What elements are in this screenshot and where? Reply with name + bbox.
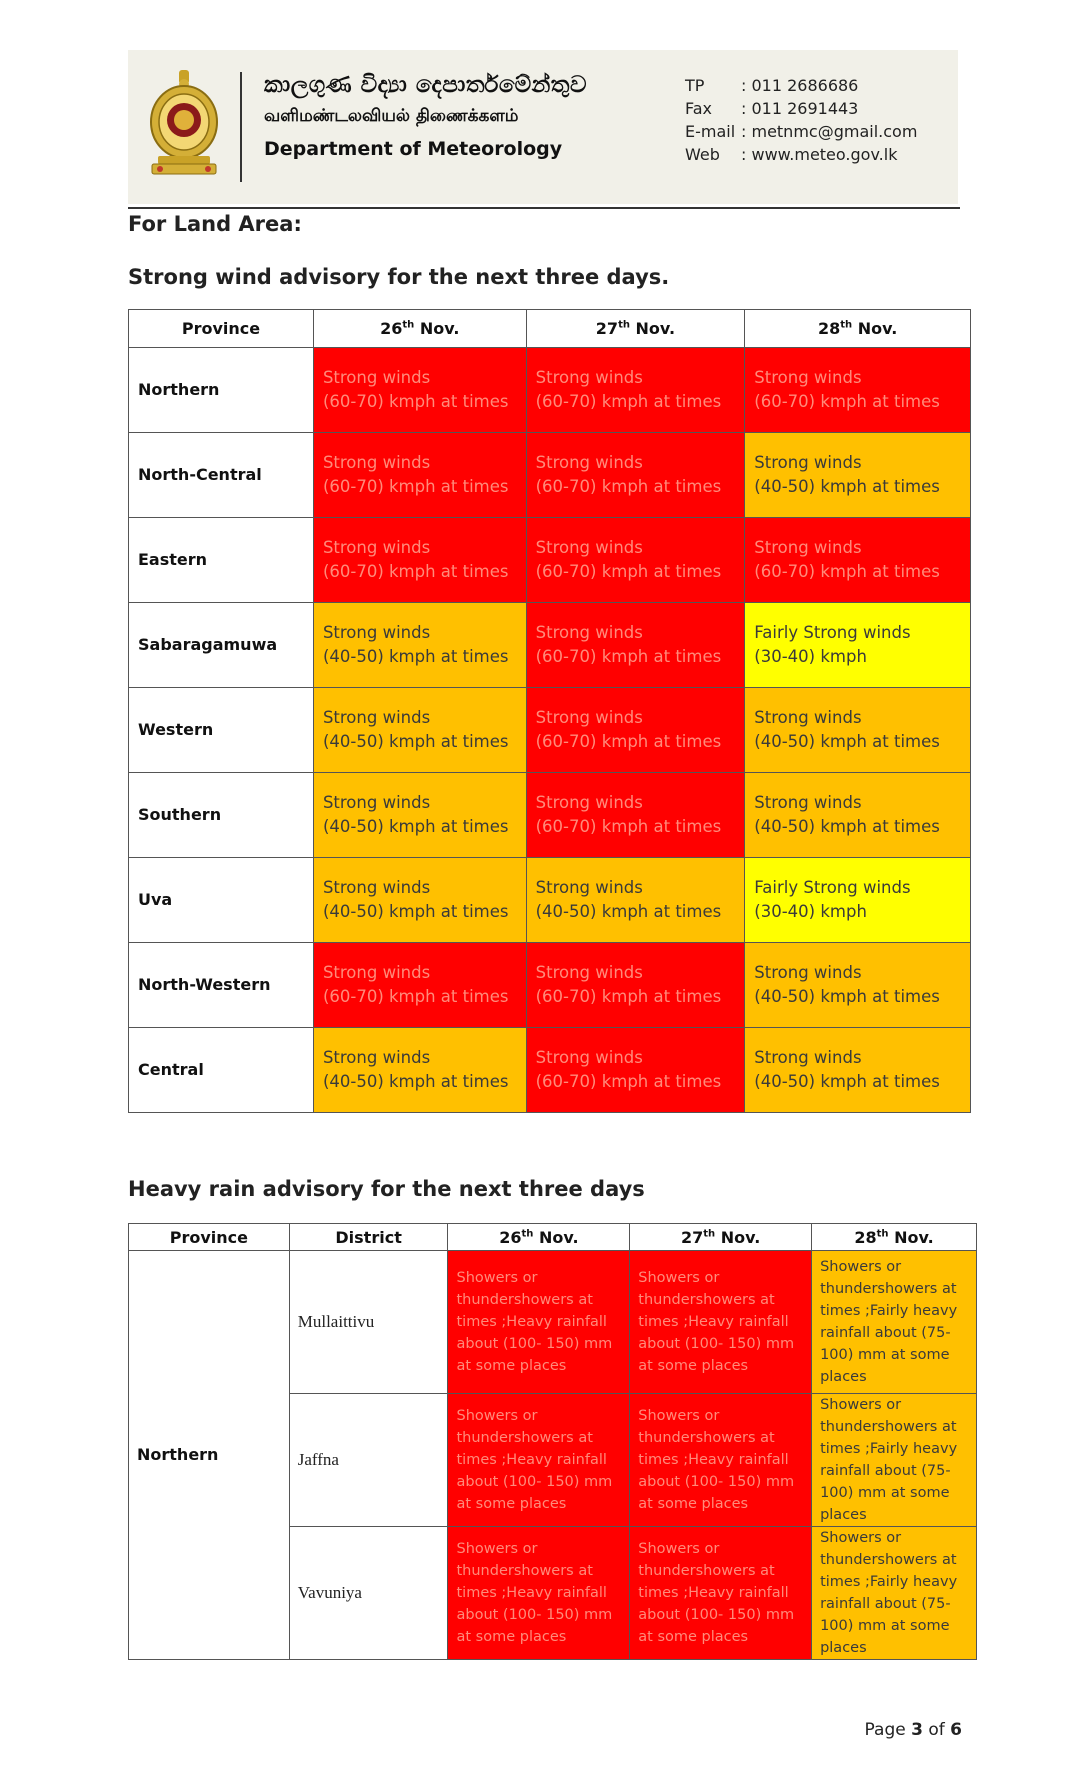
province-name: Western xyxy=(129,688,314,773)
wind-row xyxy=(129,858,971,943)
letterhead xyxy=(128,50,958,204)
contact-label: Fax xyxy=(685,99,713,118)
day-month: Nov. xyxy=(533,1227,579,1247)
wind-speed-line: (60-70) kmph at times xyxy=(754,562,940,581)
wind-speed-line: (60-70) kmph at times xyxy=(535,987,722,1006)
wind-advisory-title: Strong wind advisory for the next three days. xyxy=(128,265,670,289)
province-name: Central xyxy=(129,1028,314,1113)
wind-speed-line: (60-70) kmph at times xyxy=(322,477,509,496)
day-number: 27 xyxy=(681,1227,704,1247)
wind-advisory-cell xyxy=(313,433,526,518)
rain-advisory-cell: Showers or thundershowers at times ;Fairly heavy rainfall about (75-100) mm at some places xyxy=(812,1527,977,1660)
contact-value: : 011 2691443 xyxy=(741,99,859,118)
wind-advisory-cell xyxy=(526,943,745,1028)
wind-advisory-cell xyxy=(313,603,526,688)
wind-speed-line: (40-50) kmph at times xyxy=(322,1072,509,1091)
day-month: Nov. xyxy=(414,319,460,338)
header-day-1 xyxy=(313,310,526,348)
wind-advisory-cell xyxy=(526,518,745,603)
wind-advisory-cell xyxy=(313,1028,526,1113)
wind-advisory-line: Strong winds xyxy=(535,793,643,812)
wind-speed-line: (40-50) kmph at times xyxy=(754,732,940,751)
day-suffix: th xyxy=(402,319,415,331)
wind-speed-line: (60-70) kmph at times xyxy=(322,562,509,581)
header-district: District xyxy=(289,1224,448,1251)
wind-advisory-cell xyxy=(745,433,971,518)
day-month: Nov. xyxy=(888,1227,934,1247)
rain-advisory-cell: Showers or thundershowers at times ;Fairly heavy rainfall about (75-100) mm at some places xyxy=(812,1251,977,1394)
wind-advisory-line: Strong winds xyxy=(754,1048,862,1067)
page-current: 3 xyxy=(911,1720,923,1740)
day-suffix: th xyxy=(876,1228,889,1240)
contact-label: E-mail xyxy=(685,122,736,141)
province-name: Northern xyxy=(129,1251,290,1660)
contact-label: TP xyxy=(685,76,705,95)
wind-row xyxy=(129,1028,971,1113)
wind-speed-line: (60-70) kmph at times xyxy=(535,562,722,581)
wind-speed-line: (40-50) kmph at times xyxy=(754,1072,940,1091)
wind-speed-line: (30-40) kmph xyxy=(754,902,867,921)
rain-row xyxy=(129,1251,977,1394)
wind-advisory-cell xyxy=(745,858,971,943)
wind-advisory-line: Strong winds xyxy=(754,793,862,812)
wind-speed-line: (60-70) kmph at times xyxy=(535,732,722,751)
header-province: Province xyxy=(129,310,314,348)
wind-row xyxy=(129,603,971,688)
header-day-3 xyxy=(745,310,971,348)
page-prefix: Page xyxy=(864,1720,912,1740)
district-name: Mullaittivu xyxy=(289,1251,448,1394)
day-month: Nov. xyxy=(715,1227,761,1247)
wind-speed-line: (40-50) kmph at times xyxy=(535,902,722,921)
wind-speed-line: (60-70) kmph at times xyxy=(535,1072,722,1091)
province-name: Sabaragamuwa xyxy=(129,603,314,688)
wind-speed-line: (40-50) kmph at times xyxy=(322,732,509,751)
day-number: 26 xyxy=(380,319,403,338)
wind-advisory-line: Fairly Strong winds xyxy=(754,878,911,897)
wind-advisory-line: Strong winds xyxy=(754,708,862,727)
wind-advisory-cell xyxy=(526,773,745,858)
header-rule xyxy=(128,207,960,209)
wind-advisory-cell xyxy=(745,773,971,858)
rain-advisory-cell: Showers or thundershowers at times ;Heavy rainfall about (100- 150) mm at some places xyxy=(630,1527,812,1660)
province-name: Uva xyxy=(129,858,314,943)
wind-advisory-line: Strong winds xyxy=(322,368,431,387)
rain-advisory-cell: Showers or thundershowers at times ;Heavy rainfall about (100- 150) mm at some places xyxy=(630,1394,812,1527)
wind-row xyxy=(129,348,971,433)
day-number: 27 xyxy=(595,319,619,338)
wind-speed-line: (60-70) kmph at times xyxy=(535,477,722,496)
day-suffix: th xyxy=(840,319,853,331)
header-day-3 xyxy=(812,1224,977,1251)
province-name: North-Central xyxy=(129,433,314,518)
wind-advisory-line: Strong winds xyxy=(322,878,431,897)
rain-header-row xyxy=(129,1224,977,1251)
sri-lanka-emblem-icon xyxy=(148,70,220,182)
day-suffix: th xyxy=(521,1228,534,1240)
wind-speed-line: (60-70) kmph at times xyxy=(535,392,722,411)
wind-advisory-line: Strong winds xyxy=(322,453,431,472)
wind-speed-line: (60-70) kmph at times xyxy=(322,987,509,1006)
wind-advisory-cell xyxy=(313,858,526,943)
page-number xyxy=(865,1720,962,1740)
wind-speed-line: (60-70) kmph at times xyxy=(535,817,722,836)
wind-speed-line: (40-50) kmph at times xyxy=(754,477,940,496)
header-divider xyxy=(240,72,242,182)
wind-advisory-line: Strong winds xyxy=(535,538,643,557)
wind-header-row xyxy=(129,310,971,348)
header-day-2 xyxy=(526,310,745,348)
wind-advisory-cell xyxy=(745,348,971,433)
wind-advisory-cell xyxy=(313,943,526,1028)
wind-advisory-line: Strong winds xyxy=(535,963,643,982)
day-number: 28 xyxy=(817,319,841,338)
land-area-title: For Land Area: xyxy=(128,212,302,236)
wind-advisory-line: Strong winds xyxy=(322,1048,431,1067)
rain-advisory-cell: Showers or thundershowers at times ;Heavy rainfall about (100- 150) mm at some places xyxy=(448,1527,630,1660)
wind-row xyxy=(129,518,971,603)
rain-advisory-cell: Showers or thundershowers at times ;Heavy rainfall about (100- 150) mm at some places xyxy=(630,1251,812,1394)
rain-advisory-cell: Showers or thundershowers at times ;Heavy rainfall about (100- 150) mm at some places xyxy=(448,1251,630,1394)
wind-table-body xyxy=(129,348,971,1113)
wind-row xyxy=(129,773,971,858)
wind-advisory-cell xyxy=(526,433,745,518)
wind-row xyxy=(129,688,971,773)
province-name: North-Western xyxy=(129,943,314,1028)
header-day-1 xyxy=(448,1224,630,1251)
wind-advisory-line: Strong winds xyxy=(535,1048,643,1067)
day-number: 28 xyxy=(854,1227,877,1247)
wind-advisory-line: Strong winds xyxy=(535,368,643,387)
sinhala-name: කාලගුණ විද්‍යා දෙපාර්තමේන්තුව xyxy=(264,72,587,98)
wind-advisory-cell xyxy=(526,858,745,943)
rain-table-body xyxy=(129,1251,977,1660)
wind-speed-line: (30-40) kmph xyxy=(754,647,867,666)
wind-advisory-cell xyxy=(313,518,526,603)
wind-advisory-line: Strong winds xyxy=(322,708,431,727)
wind-advisory-cell xyxy=(526,348,745,433)
contact-value: : 011 2686686 xyxy=(741,76,859,95)
english-name: Department of Meteorology xyxy=(264,138,563,160)
wind-advisory-cell xyxy=(745,943,971,1028)
contact-label: Web xyxy=(685,145,720,164)
contact-web: : www.meteo.gov.lk xyxy=(741,145,898,164)
wind-advisory-line: Strong winds xyxy=(535,623,643,642)
header-province: Province xyxy=(129,1224,290,1251)
district-name: Jaffna xyxy=(289,1394,448,1527)
wind-speed-line: (40-50) kmph at times xyxy=(322,902,509,921)
wind-advisory-cell xyxy=(745,688,971,773)
wind-speed-line: (40-50) kmph at times xyxy=(322,817,509,836)
day-number: 26 xyxy=(499,1227,522,1247)
wind-speed-line: (40-50) kmph at times xyxy=(754,817,940,836)
wind-advisory-line: Strong winds xyxy=(322,538,431,557)
wind-advisory-line: Strong winds xyxy=(535,708,643,727)
district-name: Vavuniya xyxy=(289,1527,448,1660)
province-name: Southern xyxy=(129,773,314,858)
wind-advisory-line: Strong winds xyxy=(754,453,862,472)
wind-advisory-cell xyxy=(745,1028,971,1113)
wind-advisory-line: Fairly Strong winds xyxy=(754,623,911,642)
rain-advisory-cell: Showers or thundershowers at times ;Heavy rainfall about (100- 150) mm at some places xyxy=(448,1394,630,1527)
wind-speed-line: (60-70) kmph at times xyxy=(322,392,509,411)
contact-details xyxy=(685,76,917,168)
contact-email: : metnmc@gmail.com xyxy=(741,122,918,141)
header-day-2 xyxy=(630,1224,812,1251)
wind-advisory-line: Strong winds xyxy=(754,538,862,557)
wind-advisory-line: Strong winds xyxy=(322,793,431,812)
wind-speed-line: (60-70) kmph at times xyxy=(535,647,722,666)
wind-advisory-line: Strong winds xyxy=(754,963,862,982)
province-name: Northern xyxy=(129,348,314,433)
wind-row xyxy=(129,433,971,518)
wind-advisory-cell xyxy=(526,1028,745,1113)
rain-advisory-cell: Showers or thundershowers at times ;Fairly heavy rainfall about (75-100) mm at some places xyxy=(812,1394,977,1527)
wind-advisory-line: Strong winds xyxy=(535,878,643,897)
page-total: 6 xyxy=(950,1720,962,1740)
day-suffix: th xyxy=(618,319,630,331)
department-names xyxy=(264,72,587,160)
wind-advisory-line: Strong winds xyxy=(535,453,643,472)
province-name: Eastern xyxy=(129,518,314,603)
wind-advisory-cell xyxy=(313,348,526,433)
wind-speed-line: (40-50) kmph at times xyxy=(754,987,940,1006)
wind-advisory-line: Strong winds xyxy=(754,368,862,387)
day-suffix: th xyxy=(703,1228,716,1240)
page-of: of xyxy=(922,1720,951,1740)
tamil-name: வளிமண்டலவியல் திணைக்களம் xyxy=(264,106,519,126)
wind-advisory-cell xyxy=(526,603,745,688)
wind-advisory-table xyxy=(128,309,971,1113)
wind-row xyxy=(129,943,971,1028)
rain-advisory-table xyxy=(128,1223,977,1660)
wind-advisory-cell xyxy=(745,603,971,688)
wind-advisory-cell xyxy=(526,688,745,773)
wind-speed-line: (40-50) kmph at times xyxy=(322,647,509,666)
wind-advisory-cell xyxy=(313,773,526,858)
wind-advisory-cell xyxy=(313,688,526,773)
wind-advisory-line: Strong winds xyxy=(322,963,431,982)
day-month: Nov. xyxy=(852,319,898,338)
wind-advisory-cell xyxy=(745,518,971,603)
wind-advisory-line: Strong winds xyxy=(322,623,431,642)
rain-advisory-title: Heavy rain advisory for the next three days xyxy=(128,1177,645,1201)
wind-speed-line: (60-70) kmph at times xyxy=(754,392,940,411)
day-month: Nov. xyxy=(629,319,676,338)
